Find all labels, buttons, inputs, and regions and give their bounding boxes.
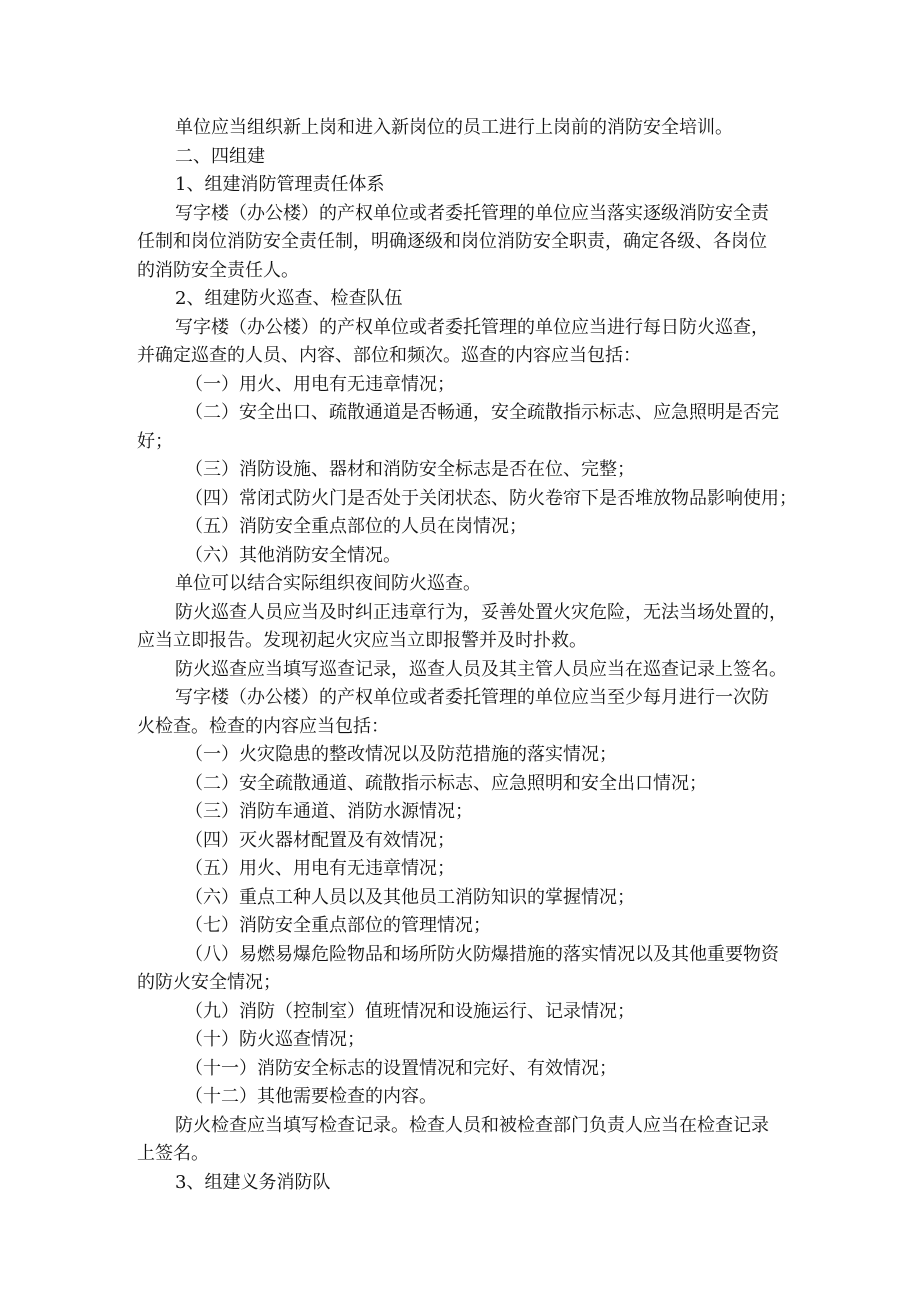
paragraph-line: 火检查。检查的内容应当包括： <box>137 716 389 737</box>
list-item: （六）重点工种人员以及其他员工消防知识的掌握情况； <box>185 887 635 908</box>
subsection-heading: 1、组建消防管理责任体系 <box>175 174 385 195</box>
list-item: （十一）消防安全标志的设置情况和完好、有效情况； <box>185 1058 617 1079</box>
paragraph-line: 并确定巡查的人员、内容、部位和频次。巡查的内容应当包括： <box>137 345 641 366</box>
section-heading: 二、四组建 <box>175 146 265 167</box>
list-item: （二）安全疏散通道、疏散指示标志、应急照明和安全出口情况； <box>185 773 707 794</box>
list-item: （四）灭火器材配置及有效情况； <box>185 830 455 851</box>
list-item-continuation: 好； <box>137 431 173 452</box>
list-item: （七）消防安全重点部位的管理情况； <box>185 915 491 936</box>
paragraph-line: 上签名。 <box>137 1143 209 1164</box>
paragraph-line: 应当立即报告。发现初起火灾应当立即报警并及时扑救。 <box>137 630 587 651</box>
list-item-continuation: 的防火安全情况； <box>137 972 281 993</box>
paragraph-line: 写字楼（办公楼）的产权单位或者委托管理的单位应当进行每日防火巡查， <box>175 317 769 338</box>
paragraph-line: 写字楼（办公楼）的产权单位或者委托管理的单位应当落实逐级消防安全责 <box>175 203 769 224</box>
list-item: （一）用火、用电有无违章情况； <box>185 374 455 395</box>
paragraph-line: 防火检查应当填写检查记录。检查人员和被检查部门负责人应当在检查记录 <box>175 1115 769 1136</box>
list-item: （六）其他消防安全情况。 <box>185 545 401 566</box>
paragraph-line: 任制和岗位消防安全责任制，明确逐级和岗位消防安全职责，确定各级、各岗位 <box>137 231 767 252</box>
list-item: （十二）其他需要检查的内容。 <box>185 1086 437 1107</box>
list-item: （三）消防设施、器材和消防安全标志是否在位、完整； <box>185 459 635 480</box>
paragraph-line: 的消防安全责任人。 <box>137 260 299 281</box>
subsection-heading: 3、组建义务消防队 <box>175 1172 331 1193</box>
paragraph-line: 写字楼（办公楼）的产权单位或者委托管理的单位应当至少每月进行一次防 <box>175 687 769 708</box>
paragraph-line: 防火巡查人员应当及时纠正违章行为，妥善处置火灾危险，无法当场处置的， <box>175 602 787 623</box>
list-item: （八）易燃易爆危险物品和场所防火防爆措施的落实情况以及其他重要物资 <box>185 944 779 965</box>
paragraph-line: 单位可以结合实际组织夜间防火巡查。 <box>175 573 481 594</box>
paragraph-line: 防火巡查应当填写巡查记录，巡查人员及其主管人员应当在巡查记录上签名。 <box>175 659 787 680</box>
list-item: （十）防火巡查情况； <box>185 1029 365 1050</box>
subsection-heading: 2、组建防火巡查、检查队伍 <box>175 288 403 309</box>
list-item: （三）消防车通道、消防水源情况； <box>185 801 473 822</box>
list-item: （五）消防安全重点部位的人员在岗情况； <box>185 516 527 537</box>
list-item: （一）火灾隐患的整改情况以及防范措施的落实情况； <box>185 744 617 765</box>
list-item: （九）消防（控制室）值班情况和设施运行、记录情况； <box>185 1001 635 1022</box>
paragraph-line: 单位应当组织新上岗和进入新岗位的员工进行上岗前的消防安全培训。 <box>175 117 733 138</box>
list-item: （五）用火、用电有无违章情况； <box>185 858 455 879</box>
list-item: （二）安全出口、疏散通道是否畅通，安全疏散指示标志、应急照明是否完 <box>185 402 779 423</box>
list-item: （四）常闭式防火门是否处于关闭状态、防火卷帘下是否堆放物品影响使用； <box>185 488 797 509</box>
